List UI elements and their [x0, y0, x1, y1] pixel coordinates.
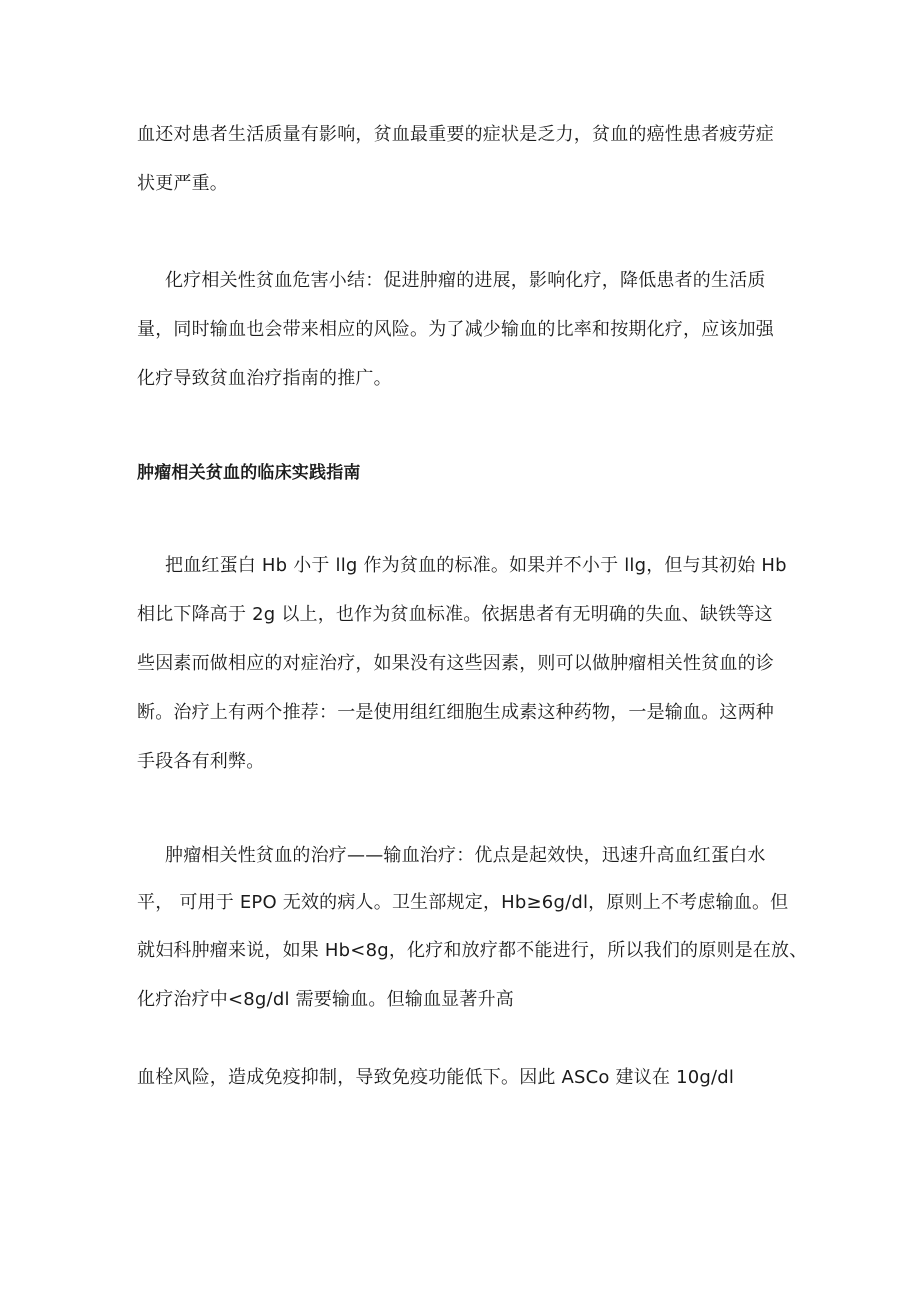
paragraph-4-line-1: 肿瘤相关性贫血的治疗——输血治疗：优点是起效快，迅速升高血红蛋白水 [165, 845, 766, 866]
paragraph-2-line-2: 量，同时输血也会带来相应的风险。为了减少输血的比率和按期化疗，应该加强 [137, 319, 774, 340]
paragraph-3-line-4: 断。治疗上有两个推荐：一是使用组红细胞生成素这种药物，一是输血。这两种 [137, 702, 774, 723]
paragraph-1-line-2: 状更严重。 [137, 173, 228, 194]
paragraph-2-line-3: 化疗导致贫血治疗指南的推广。 [137, 368, 392, 389]
paragraph-3-line-1: 把血红蛋白 Hb 小于 llg 作为贫血的标准。如果并不小于 llg，但与其初始 Hb [165, 555, 787, 576]
paragraph-1-line-1: 血还对患者生活质量有影响，贫血最重要的症状是乏力，贫血的癌性患者疲劳症 [137, 124, 774, 145]
paragraph-4-line-2: 平， 可用于 EPO 无效的病人。卫生部规定，Hb≥6g∕dl，原则上不考虑输血。但 [137, 892, 789, 913]
section-heading: 肿瘤相关贫血的临床实践指南 [137, 463, 361, 483]
paragraph-3-line-3: 些因素而做相应的对症治疗，如果没有这些因素，则可以做肿瘤相关性贫血的诊 [137, 653, 774, 674]
paragraph-3-line-5: 手段各有利弊。 [137, 751, 265, 772]
paragraph-4-line-3: 就妇科肿瘤来说，如果 Hb<8g，化疗和放疗都不能进行，所以我们的原则是在放、 [137, 940, 808, 961]
paragraph-5-line-1: 血栓风险，造成免疫抑制，导致免疫功能低下。因此 ASCo 建议在 10g∕dl [137, 1067, 735, 1088]
paragraph-3-line-2: 相比下降高于 2g 以上，也作为贫血标准。依据患者有无明确的失血、缺铁等这 [137, 604, 773, 625]
paragraph-4-line-4: 化疗治疗中<8g∕dl 需要输血。但输血显著升高 [137, 989, 514, 1010]
paragraph-2-line-1: 化疗相关性贫血危害小结：促进肿瘤的进展，影响化疗，降低患者的生活质 [165, 270, 766, 291]
